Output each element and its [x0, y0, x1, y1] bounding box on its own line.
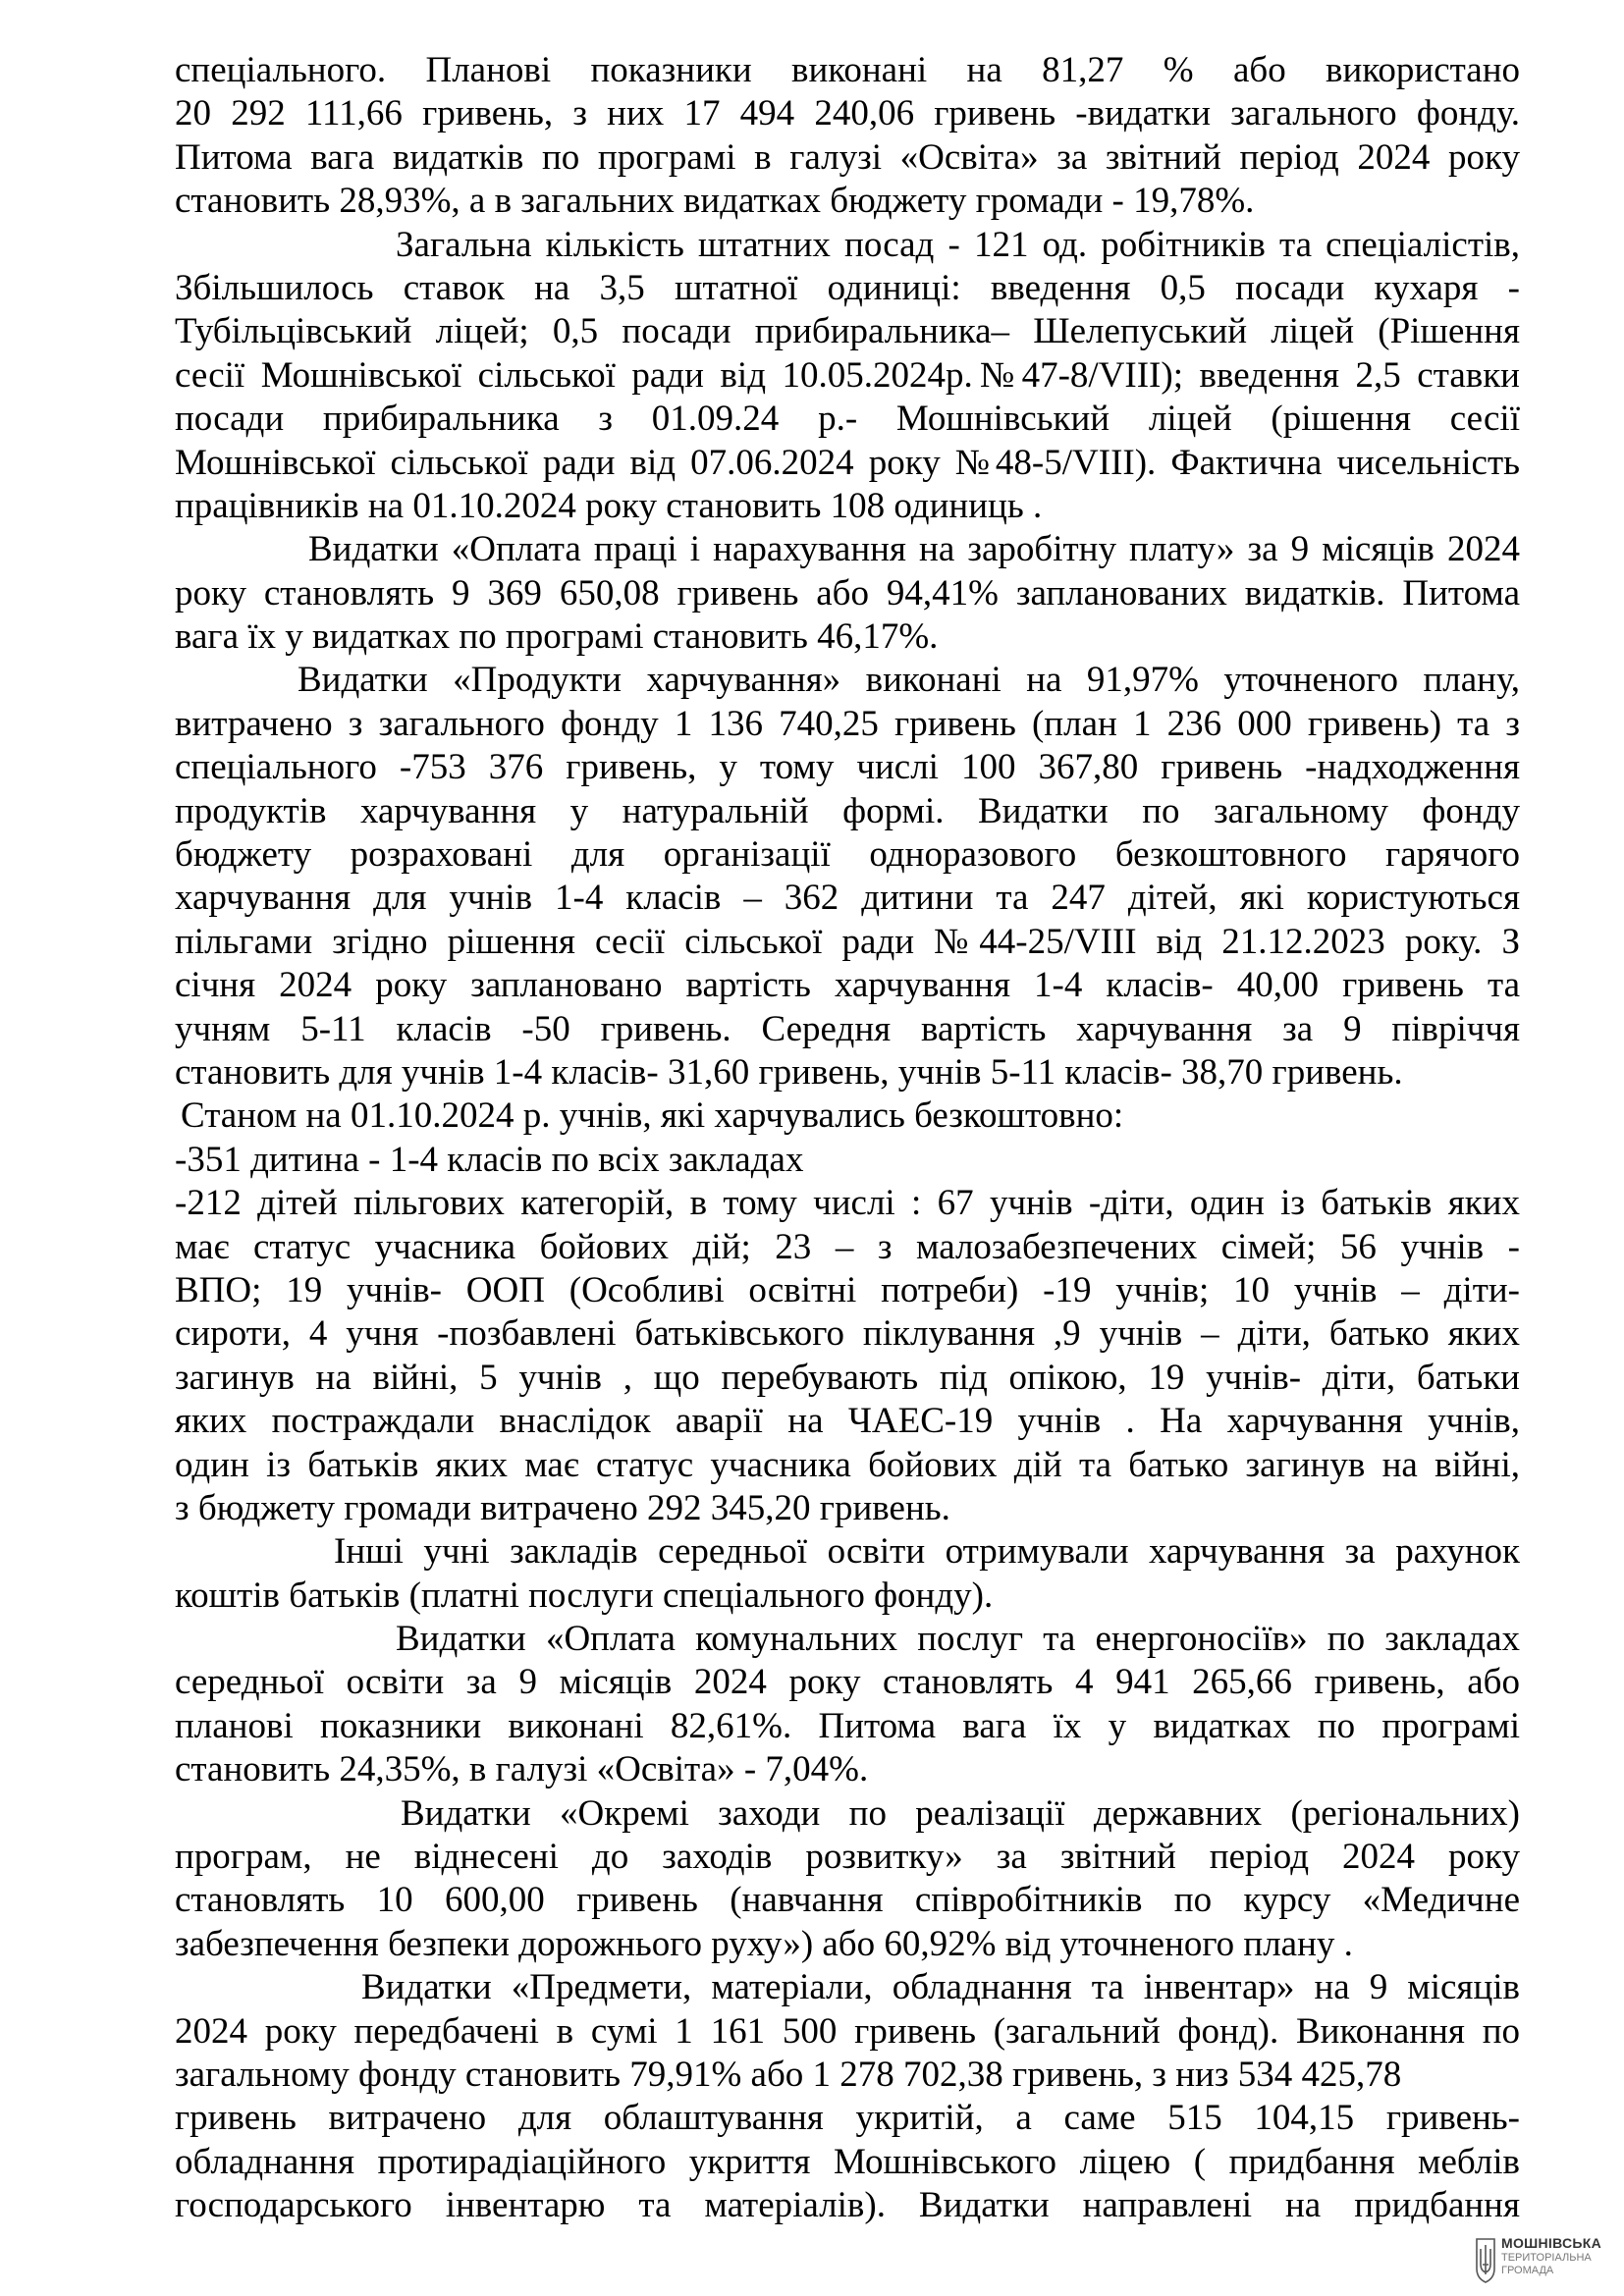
text-line: Інші учні закладів середньої освіти отримували харчування за рахунок — [334, 1531, 1520, 1573]
text-line: вага їх у видатках по програмі становить 46,17%. — [175, 616, 939, 658]
text-line: загинув на війні, 5 учнів , що перебувають під опікою, 19 учнів- діти, батьки — [175, 1357, 1520, 1398]
text-line: року становлять 9 369 650,08 гривень або 94,41% запланованих видатків. Питома — [175, 572, 1520, 614]
text-line: обладнання протирадіаційного укриття Мошнівського ліцею ( придбання меблів — [175, 2141, 1520, 2182]
text-line: пільгами згідно рішення сесії сільської ради №44-25/VIII від 21.12.2023 року. З — [175, 921, 1520, 962]
text-line: Видатки «Окремі заходи по реалізації державних (регіональних) — [401, 1792, 1520, 1834]
text-line: загальному фонду становить 79,91% або 1 278 702,38 гривень, з низ 534 425,78 — [175, 2054, 1402, 2095]
text-line: 2024 року передбачені в сумі 1 161 500 гривень (загальний фонд). Виконання по — [175, 2010, 1520, 2052]
text-line: Тубільцівський ліцей; 0,5 посади прибиральника– Шелепуський ліцей (Рішення — [175, 311, 1520, 352]
text-line: становить для учнів 1-4 класів- 31,60 гривень, учнів 5-11 класів- 38,70 гривень. — [175, 1051, 1403, 1093]
text-line: працівників на 01.10.2024 року становить 108 одиниць . — [175, 485, 1043, 526]
text-line: Видатки «Оплата праці і нарахування на заробітну плату» за 9 місяців 2024 — [308, 529, 1520, 570]
text-line: посади прибиральника з 01.09.24 р.- Мошнівський ліцей (рішення сесії — [175, 399, 1520, 440]
text-line: програм, не віднесені до заходів розвитку» за звітний період 2024 року — [175, 1837, 1520, 1878]
text-line: коштів батьків (платні послуги спеціального фонду). — [175, 1575, 994, 1616]
text-line: спеціального. Планові показники виконані на 81,27 % або використано — [175, 50, 1520, 90]
text-line: Загальна кількість штатних посад - 121 од. робітників та спеціалістів, — [396, 224, 1520, 265]
logo-subtitle-1: ТЕРИТОРІАЛЬНА — [1501, 2252, 1592, 2264]
text-line: продуктів харчування у натуральній формі. Видатки по загальному фонду — [175, 790, 1520, 831]
text-line: сесії Мошнівської сільської ради від 10.05.2024р.№47-8/VIII); введення 2,5 ставки — [175, 354, 1520, 396]
text-line: становить 28,93%, а в загальних видатках бюджету громади - 19,78%. — [175, 181, 1255, 222]
text-line: -351 дитина - 1-4 класів по всіх закладах — [175, 1139, 804, 1180]
text-line: Видатки «Оплата комунальних послуг та енергоносіїв» по закладах — [396, 1619, 1520, 1660]
text-line: Мошнівської сільської ради від 07.06.2024 року №48-5/VIII). Фактична чисельність — [175, 442, 1520, 483]
text-line: має статус учасника бойових дій; 23 – з малозабезпечених сімей; 56 учнів - — [175, 1226, 1520, 1267]
text-line: Видатки «Предмети, матеріали, обладнання та інвентар» на 9 місяців — [361, 1967, 1520, 2008]
text-line: Питома вага видатків по програмі в галузі «Освіта» за звітний період 2024 року — [175, 136, 1520, 178]
text-line: учням 5-11 класів -50 гривень. Середня вартість харчування за 9 півріччя — [175, 1008, 1520, 1049]
text-line: забезпечення безпеки дорожнього руху») або 60,92% від уточненого плану . — [175, 1923, 1353, 1964]
text-line: господарського інвентарю та матеріалів). Видатки направлені на придбання — [175, 2185, 1520, 2226]
text-line: сироти, 4 учня -позбавлені батьківського піклування ,9 учнів – діти, батько яких — [175, 1313, 1520, 1355]
text-line: 20 292 111,66 гривень, з них 17 494 240,06 гривень -видатки загального фонду. — [175, 93, 1520, 134]
text-line: становить 24,35%, в галузі «Освіта» - 7,04%. — [175, 1749, 869, 1790]
text-line: бюджету розраховані для організації одноразового безкоштовного гарячого — [175, 834, 1520, 876]
text-line: витрачено з загального фонду 1 136 740,25 гривень (план 1 236 000 гривень) та з — [175, 703, 1520, 744]
text-line: Збільшилось ставок на 3,5 штатної одиниці: введення 0,5 посади кухаря - — [175, 267, 1520, 308]
document-body — [175, 49, 1520, 2228]
community-logo — [1475, 2233, 1620, 2292]
logo-subtitle-2: ГРОМАДА — [1501, 2265, 1554, 2276]
text-line: Станом на 01.10.2024 р. учнів, які харчувались безкоштовно: — [181, 1095, 1124, 1137]
text-line: харчування для учнів 1-4 класів – 362 дитини та 247 дітей, які користуються — [175, 878, 1520, 919]
text-line: один із батьків яких має статус учасника бойових дій та батько загинув на війні, — [175, 1444, 1520, 1485]
text-line: січня 2024 року заплановано вартість харчування 1-4 класів- 40,00 гривень та — [175, 965, 1520, 1006]
trident-emblem-icon — [1475, 2235, 1496, 2284]
text-line: спеціального -753 376 гривень, у тому числі 100 367,80 гривень -надходження — [175, 747, 1520, 788]
text-line: з бюджету громади витрачено 292 345,20 гривень. — [175, 1487, 950, 1528]
text-line: ВПО; 19 учнів- ООП (Особливі освітні потреби) -19 учнів; 10 учнів – діти- — [175, 1269, 1520, 1310]
text-line: гривень витрачено для облаштування укритій, а саме 515 104,15 гривень- — [175, 2098, 1520, 2139]
logo-title: МОШНІВСЬКА — [1501, 2235, 1602, 2251]
text-line: планові показники виконані 82,61%. Питома вага їх у видатках по програмі — [175, 1705, 1520, 1746]
text-line: становлять 10 600,00 гривень (навчання співробітників по курсу «Медичне — [175, 1880, 1520, 1921]
text-line: яких постраждали внаслідок аварії на ЧАЕС-19 учнів . На харчування учнів, — [175, 1401, 1520, 1442]
text-line: середньої освіти за 9 місяців 2024 року становлять 4 941 265,66 гривень, або — [175, 1662, 1520, 1703]
text-line: Видатки «Продукти харчування» виконані на 91,97% уточненого плану, — [298, 660, 1520, 701]
text-line: -212 дітей пільгових категорій, в тому числі : 67 учнів -діти, один із батьків яких — [175, 1183, 1520, 1224]
